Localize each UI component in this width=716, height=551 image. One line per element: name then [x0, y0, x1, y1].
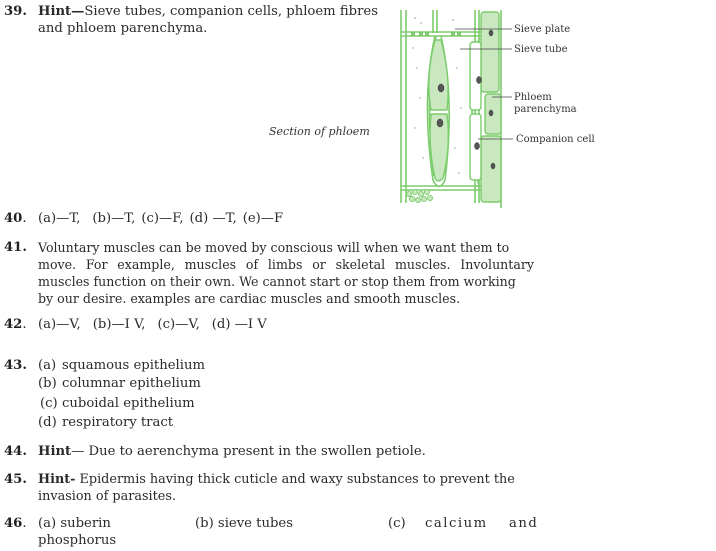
answer-text	[38, 443, 426, 460]
option-c-word: calcium	[425, 516, 488, 531]
number: 42	[4, 317, 23, 332]
option-a: (a) suberin	[38, 516, 111, 531]
question-number: 39.	[4, 4, 27, 19]
option-c: (c)—V,	[157, 317, 200, 332]
label-line: parenchyma	[514, 104, 577, 115]
answer-options	[38, 316, 267, 333]
label-companion-cell: Companion cell	[516, 134, 595, 145]
option-b: (b) sieve tubes	[195, 516, 293, 531]
option-a	[38, 357, 298, 375]
answer-text	[38, 471, 538, 505]
answer-text-line: by our desire. examples are cardiac muscles and smooth muscles.	[38, 291, 461, 306]
answer-text	[38, 239, 534, 307]
option-b: (b)—T,	[92, 211, 136, 226]
answer-40	[4, 210, 544, 228]
answer-text-line: Sieve tubes, companion cells, phloem fibres	[84, 4, 378, 19]
answer-text-line: muscles function on their own. We cannot start or stop them from working	[38, 274, 516, 289]
dot: .	[22, 211, 27, 226]
option-a: (a)—T,	[38, 211, 81, 226]
figure-caption: Section of phloem	[269, 125, 370, 138]
answer-46	[4, 515, 544, 551]
option-b: (b)—I V,	[92, 317, 146, 332]
question-number: 45.	[4, 472, 27, 487]
answer-text-line: and phloem parenchyma.	[38, 21, 208, 36]
option-e: (e)—F	[242, 211, 284, 226]
answer-options	[38, 210, 283, 227]
label-phloem-parenchyma	[514, 92, 577, 116]
answer-options	[38, 357, 298, 432]
dot: .	[22, 516, 27, 531]
question-number	[4, 316, 27, 333]
option-label: (a)	[38, 358, 57, 373]
option-c-word: and	[509, 516, 539, 531]
option-d: (d) —T,	[189, 211, 237, 226]
label-line: Phloem	[514, 92, 552, 103]
question-number	[4, 515, 27, 532]
option-label: (c)	[40, 396, 58, 411]
option-a: (a)—V,	[38, 317, 81, 332]
answer-45	[4, 471, 544, 507]
answer-41	[4, 239, 544, 309]
hint-label: Hint	[38, 444, 72, 459]
answer-44	[4, 443, 544, 461]
answer-text-line: Epidermis having thick cuticle and waxy substances to prevent the	[75, 472, 515, 487]
option-text: columnar epithelium	[62, 376, 201, 391]
option-d	[38, 414, 298, 432]
option-text: respiratory tract	[62, 415, 174, 430]
option-c-label: (c)	[388, 516, 406, 531]
question-number: 43.	[4, 358, 27, 373]
label-sieve-tube: Sieve tube	[514, 44, 568, 55]
option-d: (d) —I V	[211, 317, 267, 332]
option-label: (b)	[38, 376, 57, 391]
option-text: squamous epithelium	[62, 358, 205, 373]
number: 40	[4, 211, 23, 226]
answer-text-content: — Due to aerenchyma present in the swollen petiole.	[71, 444, 426, 459]
question-number	[4, 210, 27, 227]
option-c-continued: phosphorus	[38, 533, 117, 548]
dot: .	[22, 317, 27, 332]
answer-43	[4, 357, 304, 433]
question-number: 41.	[4, 240, 27, 255]
option-text: cuboidal epithelium	[62, 396, 195, 411]
hint-label: Hint—	[38, 4, 85, 19]
answer-text-line: Voluntary muscles can be moved by conscious will when we want them to	[38, 240, 510, 255]
answer-options	[38, 515, 538, 551]
option-label: (d)	[38, 415, 57, 430]
option-b	[38, 375, 298, 395]
answer-42	[4, 316, 544, 334]
number: 46	[4, 516, 23, 531]
question-number: 44.	[4, 444, 27, 459]
option-c	[38, 395, 298, 414]
option-c: (c)—F,	[141, 211, 184, 226]
hint-label: Hint-	[38, 472, 76, 487]
label-sieve-plate: Sieve plate	[514, 24, 571, 35]
answer-text-line: invasion of parasites.	[38, 489, 176, 504]
answer-text-line: move. For example, muscles of limbs or skeletal muscles. Involuntary	[38, 257, 534, 272]
